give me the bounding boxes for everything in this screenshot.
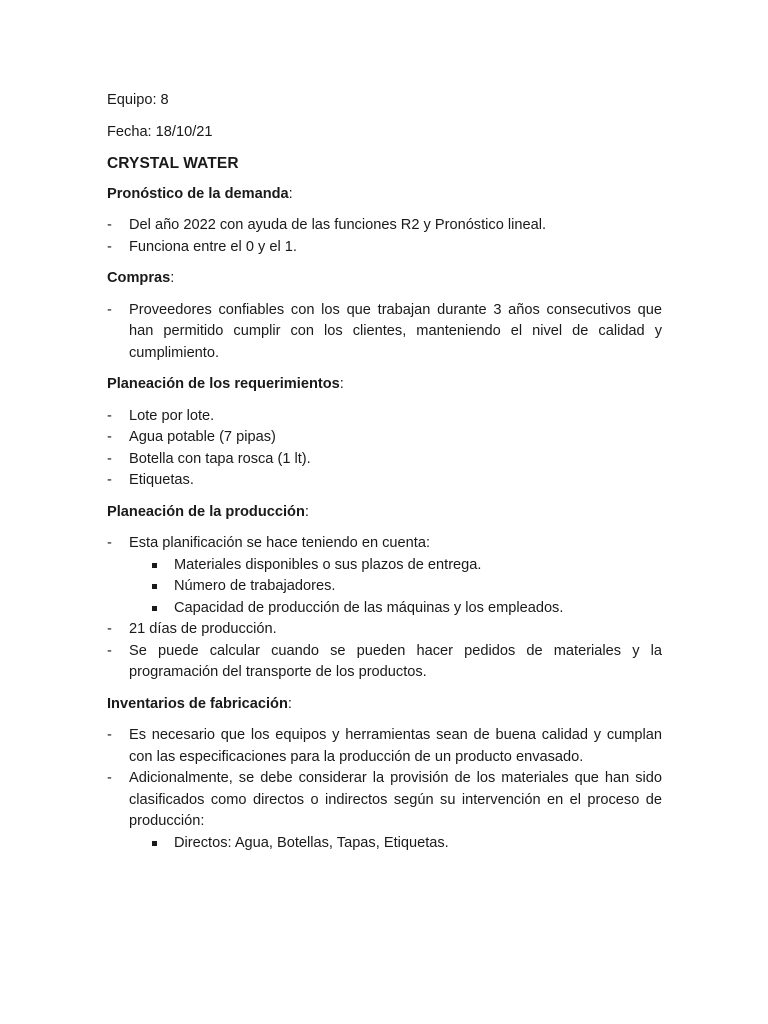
sub-list-item [107, 555, 662, 577]
sub-bullet-list [107, 833, 662, 855]
section-heading-text: Planeación de la producción [107, 503, 305, 520]
bullet-list [107, 406, 662, 492]
document-title: CRYSTAL WATER [107, 155, 239, 172]
list-item-text: Esta planificación se hace teniendo en cuenta: [129, 535, 431, 551]
square-bullet-icon [152, 841, 157, 846]
team-number: Equipo: 8 [107, 92, 169, 108]
bullet-list [107, 725, 662, 854]
square-bullet-icon [152, 563, 157, 568]
section-heading [107, 184, 662, 206]
list-item [107, 237, 662, 259]
list-item-text: Del año 2022 con ayuda de las funciones R2 y Pronóstico lineal. [129, 217, 546, 233]
date-line: Fecha: 18/10/21 [107, 123, 213, 140]
sublist-wrapper [107, 833, 662, 855]
dash-bullet: - [107, 642, 112, 659]
section-heading [107, 502, 662, 524]
sub-list-item-text: Materiales disponibles o sus plazos de entrega. [174, 556, 482, 573]
bullet-list [107, 533, 662, 684]
bullet-list [107, 215, 662, 258]
list-item-text: Es necesario que los equipos y herramientas sean de buena calidad y cumplan con las especificaciones para la producción de un producto envasado. [129, 727, 662, 765]
dash-bullet: - [107, 770, 112, 786]
dash-bullet: - [107, 429, 112, 445]
dash-bullet: - [107, 407, 112, 424]
square-bullet-icon [152, 584, 157, 589]
list-item [107, 449, 662, 471]
section-heading [107, 268, 662, 290]
list-item-text: Se puede calcular cuando se pueden hacer pedidos de materiales y la programación del transporte de los productos. [129, 642, 662, 680]
list-item [107, 470, 662, 492]
list-item [107, 725, 662, 768]
list-item [107, 427, 662, 449]
heading-colon: : [339, 376, 344, 392]
list-item [107, 406, 662, 428]
list-item [107, 619, 662, 641]
list-item-text: 21 días de producción. [129, 621, 277, 637]
sub-bullet-list [107, 555, 662, 620]
list-item [107, 641, 662, 684]
sub-list-item-text: Directos: Agua, Botellas, Tapas, Etiquetas. [174, 834, 449, 851]
section-heading [107, 374, 662, 396]
sub-list-item [107, 833, 662, 855]
section-heading-text: Compras [107, 270, 171, 286]
sub-list-item-text: Capacidad de producción de las máquinas y los empleados. [174, 599, 564, 616]
sub-list-item [107, 598, 662, 620]
section-heading-text: Planeación de los requerimientos [107, 376, 340, 392]
dash-bullet: - [107, 621, 112, 637]
dash-bullet: - [107, 727, 112, 743]
dash-bullet: - [107, 450, 112, 467]
heading-colon: : [288, 185, 293, 202]
list-item-text: Lote por lote. [129, 407, 215, 424]
list-item [107, 533, 662, 555]
list-item-text: Agua potable (7 pipas) [129, 429, 276, 445]
list-item [107, 768, 662, 833]
dash-bullet: - [107, 217, 112, 233]
sub-list-item-text: Número de trabajadores. [174, 578, 336, 594]
section-heading-text: Inventarios de fabricación [107, 695, 288, 712]
sub-list-item [107, 576, 662, 598]
list-item-text: Etiquetas. [129, 472, 194, 488]
dash-bullet: - [107, 301, 112, 318]
list-item-text: Adicionalmente, se debe considerar la provisión de los materiales que han sido clasificados como directos o indirectos según su intervención en el proceso de producción: [129, 770, 662, 829]
sublist-wrapper [107, 555, 662, 620]
list-item [107, 215, 662, 237]
sections-container [107, 184, 662, 855]
dash-bullet: - [107, 472, 112, 488]
list-item-text: Proveedores confiables con los que trabajan durante 3 años consecutivos que han permitido cumplir con los clientes, manteniendo el nivel de calidad y cumplimiento. [129, 301, 662, 361]
document-page [107, 90, 662, 864]
section-heading [107, 694, 662, 716]
dash-bullet: - [107, 535, 112, 551]
list-item [107, 300, 662, 365]
bullet-list [107, 300, 662, 365]
list-item-text: Botella con tapa rosca (1 lt). [129, 450, 311, 467]
square-bullet-icon [152, 606, 157, 611]
list-item-text: Funciona entre el 0 y el 1. [129, 238, 297, 255]
heading-colon: : [304, 503, 309, 520]
section-heading-text: Pronóstico de la demanda [107, 185, 289, 202]
dash-bullet: - [107, 238, 112, 255]
heading-colon: : [287, 695, 292, 712]
heading-colon: : [170, 270, 175, 286]
